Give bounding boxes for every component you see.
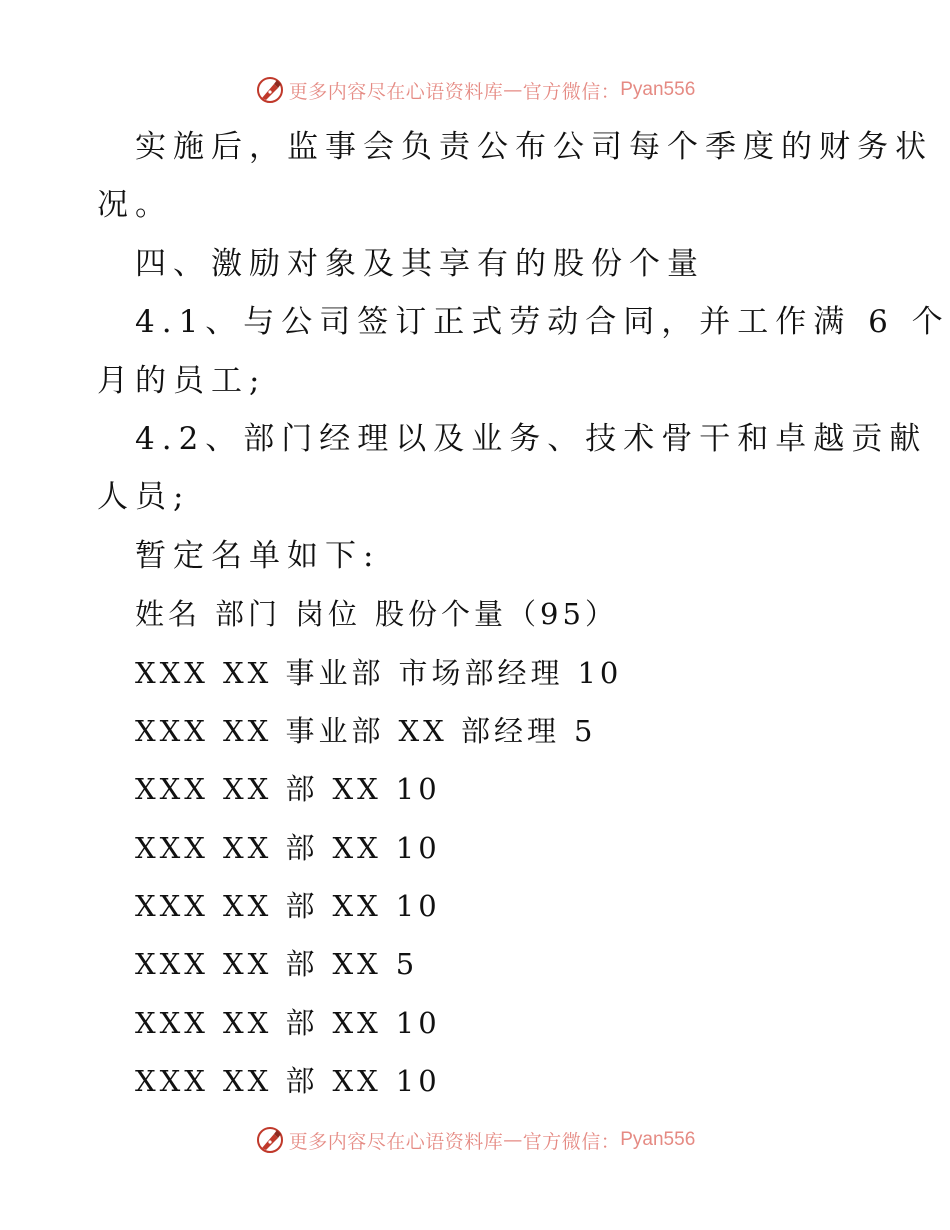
roster-row <box>97 760 857 818</box>
banner-contact: Pyan556 <box>620 1129 696 1150</box>
roster-cell: XXX <box>135 655 209 690</box>
paragraph-line: 人员; <box>97 479 191 516</box>
roster-row <box>97 935 857 993</box>
roster-header <box>97 585 857 643</box>
header-banner <box>0 72 950 108</box>
roster-cell: XX 部 <box>222 1005 319 1040</box>
paragraph-line: 月的员工; <box>97 362 267 399</box>
roster-cell: 10 <box>395 1064 441 1099</box>
banner-official-label: 官方微信： <box>522 80 621 103</box>
roster-cell: XXX <box>135 713 209 748</box>
section-heading: 四、激励对象及其享有的股份个量 <box>135 245 705 282</box>
roster-cell: XX 部经理 <box>398 713 560 748</box>
banner-dash: — <box>503 79 523 101</box>
roster-row <box>97 1052 857 1110</box>
roster-header-cell: 股份个量（95） <box>375 597 618 632</box>
roster-cell: XX 部 <box>222 1064 319 1099</box>
roster-row <box>97 877 857 935</box>
paragraph-line: 况。 <box>97 187 173 224</box>
roster-cell: XX 部 <box>222 830 319 865</box>
banner-site-text: 更多内容尽在心语资料库 <box>288 1130 504 1153</box>
roster-cell: XX <box>332 947 382 982</box>
roster-cell: 10 <box>577 655 623 690</box>
roster-cell: XX 事业部 <box>222 713 385 748</box>
roster-cell: XXX <box>135 1064 209 1099</box>
roster-header-cell: 姓名 <box>135 597 202 632</box>
roster-cell: XX 部 <box>222 947 319 982</box>
banner-dash: — <box>503 1129 523 1151</box>
roster-header-cell: 部门 <box>215 597 282 632</box>
roster-cell: XXX <box>135 947 209 982</box>
roster-cell: XX <box>332 1064 382 1099</box>
roster-row <box>97 644 857 702</box>
paragraph-line: 实施后，监事会负责公布公司每个季度的财务状 <box>135 129 933 165</box>
banner-contact: Pyan556 <box>620 79 696 100</box>
roster-cell: 5 <box>395 947 419 982</box>
banner-official-label: 官方微信： <box>522 1130 621 1153</box>
roster-cell: XX <box>332 772 382 807</box>
roster-cell: XX <box>332 830 382 865</box>
document-body <box>97 118 950 1111</box>
roster-cell: 5 <box>573 713 597 748</box>
roster-cell: XXX <box>135 1005 209 1040</box>
roster-cell: 10 <box>395 1005 441 1040</box>
roster-cell: XX 部 <box>222 889 319 924</box>
roster-row <box>97 994 857 1052</box>
roster-cell: XXX <box>135 889 209 924</box>
roster-cell: 10 <box>395 889 441 924</box>
roster-cell: 10 <box>395 772 441 807</box>
list-intro: 暂定名单如下: <box>135 537 381 574</box>
roster-row <box>97 702 857 760</box>
pen-logo-icon <box>255 1125 285 1155</box>
roster-cell: 10 <box>395 830 441 865</box>
banner-site-text: 更多内容尽在心语资料库 <box>288 80 504 103</box>
roster-cell: XX 事业部 <box>222 655 385 690</box>
paragraph-line: 4.2、部门经理以及业务、技术骨干和卓越贡献 <box>135 420 928 457</box>
paragraph-line: 4.1、与公司签订正式劳动合同，并工作满 6 个 <box>135 304 950 341</box>
roster-cell: XX <box>332 1005 382 1040</box>
roster-row <box>97 819 857 877</box>
roster-cell: XXX <box>135 772 209 807</box>
roster-cell: 市场部经理 <box>398 655 564 690</box>
roster-cell: XX 部 <box>222 772 319 807</box>
pen-logo-icon <box>255 75 285 105</box>
roster-header-cell: 岗位 <box>295 597 362 632</box>
roster-cell: XXX <box>135 830 209 865</box>
footer-banner <box>0 1122 950 1158</box>
roster-cell: XX <box>332 889 382 924</box>
